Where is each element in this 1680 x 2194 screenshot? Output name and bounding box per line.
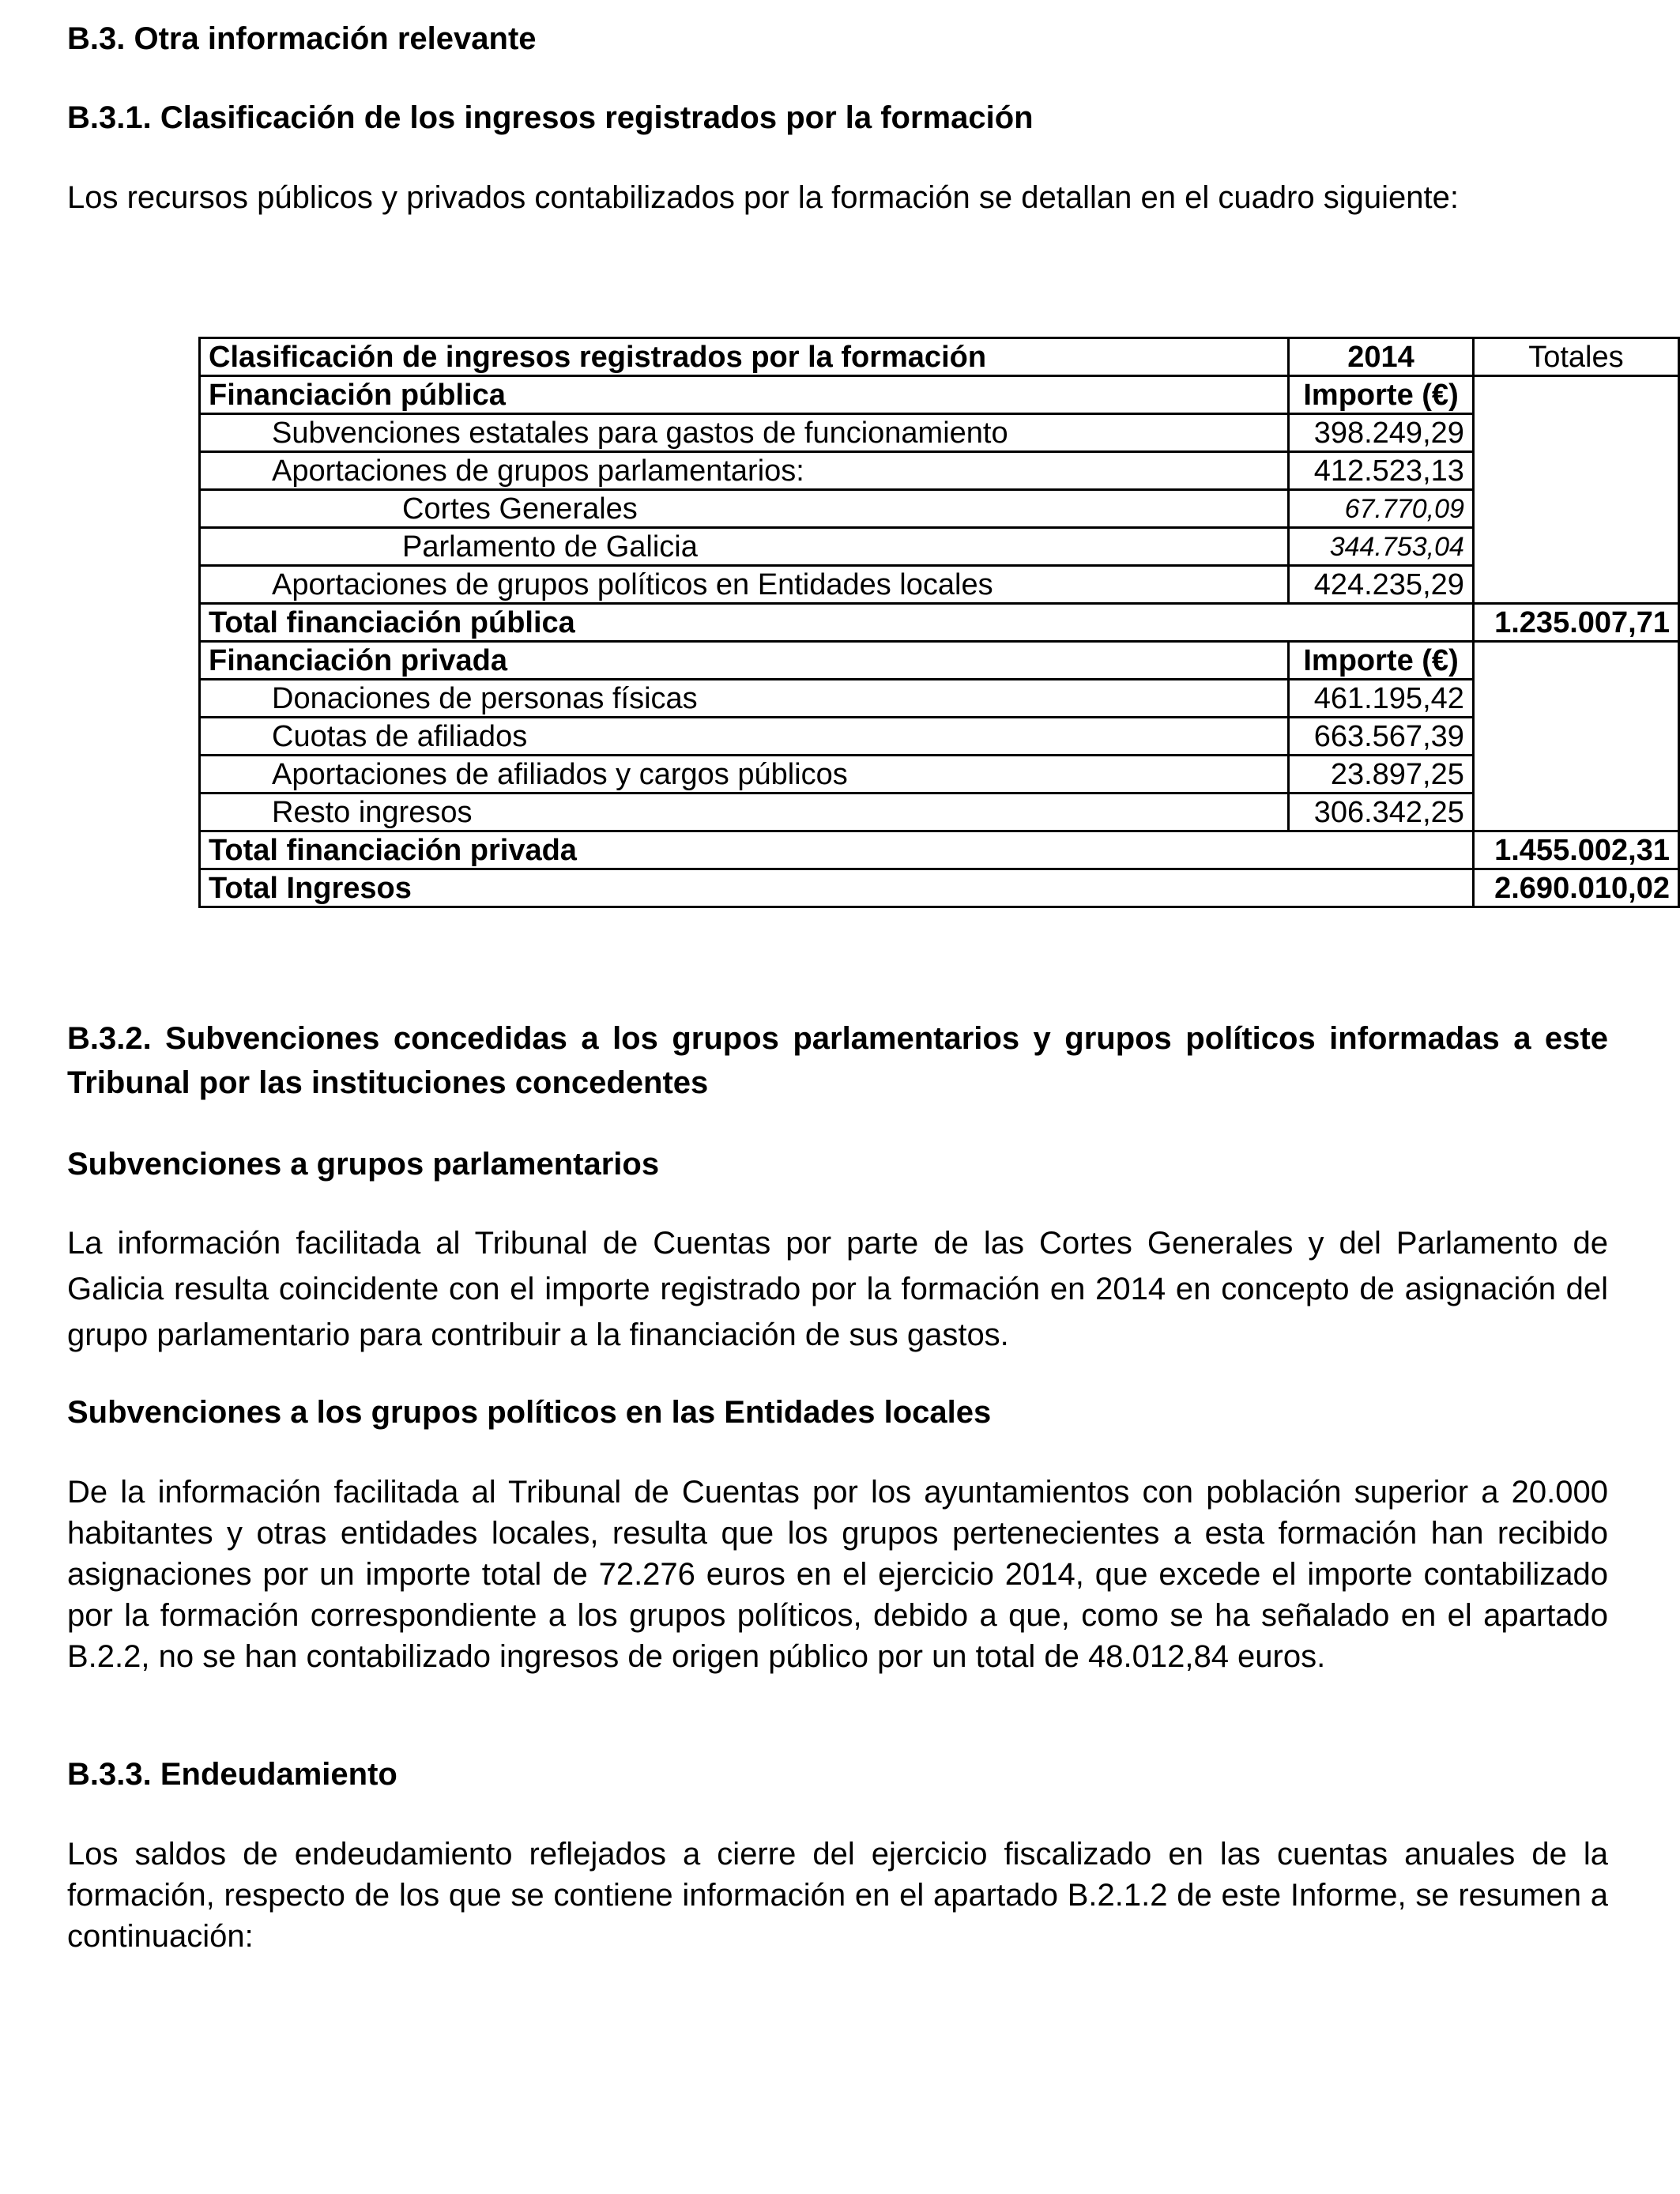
totals-empty-cell (1473, 794, 1678, 831)
table-row (200, 452, 1679, 490)
sub-grupos-pol-text: De la información facilitada al Tribunal de Cuentas por los ayuntamientos con población superior a 20.000 habitantes y otras entidades locales, resulta que los grupos pertenecientes a esta formación han recibido asignaciones por un importe total de 72.276 euros en el ejercicio 2014, que excede el importe contabilizado por la formación correspondiente a los grupos políticos, debido a que, como se ha señalado en el apartado B.2.2, no se han contabilizado ingresos de origen público por un total de 48.012,84 euros. (67, 1475, 1608, 1674)
row-value: 23.897,25 (1289, 756, 1474, 794)
publica-total-label: Total financiación pública (200, 604, 1474, 642)
row-label: Donaciones de personas físicas (200, 680, 1289, 718)
table-row-grand-total (200, 869, 1679, 907)
table-row (200, 794, 1679, 831)
header-year: 2014 (1289, 338, 1474, 376)
row-label: Parlamento de Galicia (200, 528, 1289, 566)
table-row (200, 642, 1679, 680)
privada-section-label: Financiación privada (200, 642, 1289, 680)
totals-empty-cell (1473, 566, 1678, 604)
totals-empty-cell (1473, 718, 1678, 756)
section-b31-text: Los recursos públicos y privados contabilizados por la formación se detallan en el cuadro siguiente: (67, 180, 1459, 215)
row-label: Subvenciones estatales para gastos de funcionamiento (200, 414, 1289, 452)
table-row (200, 718, 1679, 756)
publica-importe-header: Importe (€) (1289, 376, 1474, 414)
table-row (200, 414, 1679, 452)
privada-total-value: 1.455.002,31 (1473, 831, 1678, 869)
row-label: Aportaciones de afiliados y cargos públicos (200, 756, 1289, 794)
privada-total-label: Total financiación privada (200, 831, 1474, 869)
row-value: 398.249,29 (1289, 414, 1474, 452)
row-value: 306.342,25 (1289, 794, 1474, 831)
row-value: 412.523,13 (1289, 452, 1474, 490)
table-row (200, 756, 1679, 794)
table-row (200, 490, 1679, 528)
table-row (200, 376, 1679, 414)
row-label: Aportaciones de grupos parlamentarios: (200, 452, 1289, 490)
grand-total-value: 2.690.010,02 (1473, 869, 1678, 907)
income-classification-table (198, 337, 1680, 908)
publica-total-value: 1.235.007,71 (1473, 604, 1678, 642)
table-row-total (200, 604, 1679, 642)
row-value: 461.195,42 (1289, 680, 1474, 718)
table-row-total (200, 831, 1679, 869)
privada-importe-header: Importe (€) (1289, 642, 1474, 680)
section-b31-title: B.3.1. Clasificación de los ingresos registrados por la formación (67, 100, 1034, 135)
row-label: Aportaciones de grupos políticos en Entidades locales (200, 566, 1289, 604)
header-label: Clasificación de ingresos registrados por la formación (200, 338, 1289, 376)
table-header-row (200, 338, 1679, 376)
sub-grupos-parl-title: Subvenciones a grupos parlamentarios (67, 1147, 660, 1182)
section-b33-text: Los saldos de endeudamiento reflejados a cierre del ejercicio fiscalizado en las cuentas anuales de la formación, respecto de los que se contiene información en el apartado B.2.1.2 de este Informe, se resumen a continuación: (67, 1837, 1608, 1954)
publica-section-label: Financiación pública (200, 376, 1289, 414)
header-totals: Totales (1473, 338, 1678, 376)
row-label: Cuotas de afiliados (200, 718, 1289, 756)
totals-empty-cell (1473, 490, 1678, 528)
row-label: Cortes Generales (200, 490, 1289, 528)
totals-empty-cell (1473, 414, 1678, 452)
table-row (200, 566, 1679, 604)
totals-empty-cell (1473, 756, 1678, 794)
row-value: 344.753,04 (1289, 528, 1474, 566)
sub-grupos-pol-title: Subvenciones a los grupos políticos en las Entidades locales (67, 1395, 992, 1430)
row-value: 67.770,09 (1289, 490, 1474, 528)
section-b32-title: B.3.2. Subvenciones concedidas a los grupos parlamentarios y grupos políticos informadas a este Tribunal por las instituciones concedentes (67, 1021, 1608, 1100)
totals-empty-cell (1473, 528, 1678, 566)
totals-empty-cell (1473, 642, 1678, 680)
table-row (200, 528, 1679, 566)
totals-empty-cell (1473, 452, 1678, 490)
grand-total-label: Total Ingresos (200, 869, 1474, 907)
row-value: 424.235,29 (1289, 566, 1474, 604)
totals-empty-cell (1473, 376, 1678, 414)
section-b33-title: B.3.3. Endeudamiento (67, 1757, 397, 1792)
totals-empty-cell (1473, 680, 1678, 718)
table-row (200, 680, 1679, 718)
row-value: 663.567,39 (1289, 718, 1474, 756)
section-b3-title: B.3. Otra información relevante (67, 21, 537, 56)
row-label: Resto ingresos (200, 794, 1289, 831)
sub-grupos-parl-text: La información facilitada al Tribunal de Cuentas por parte de las Cortes Generales y del Parlamento de Galicia resulta coincidente con el importe registrado por la formación en 2014 en concepto de asignación del grupo parlamentario para contribuir a la financiación de sus gastos. (67, 1226, 1608, 1352)
